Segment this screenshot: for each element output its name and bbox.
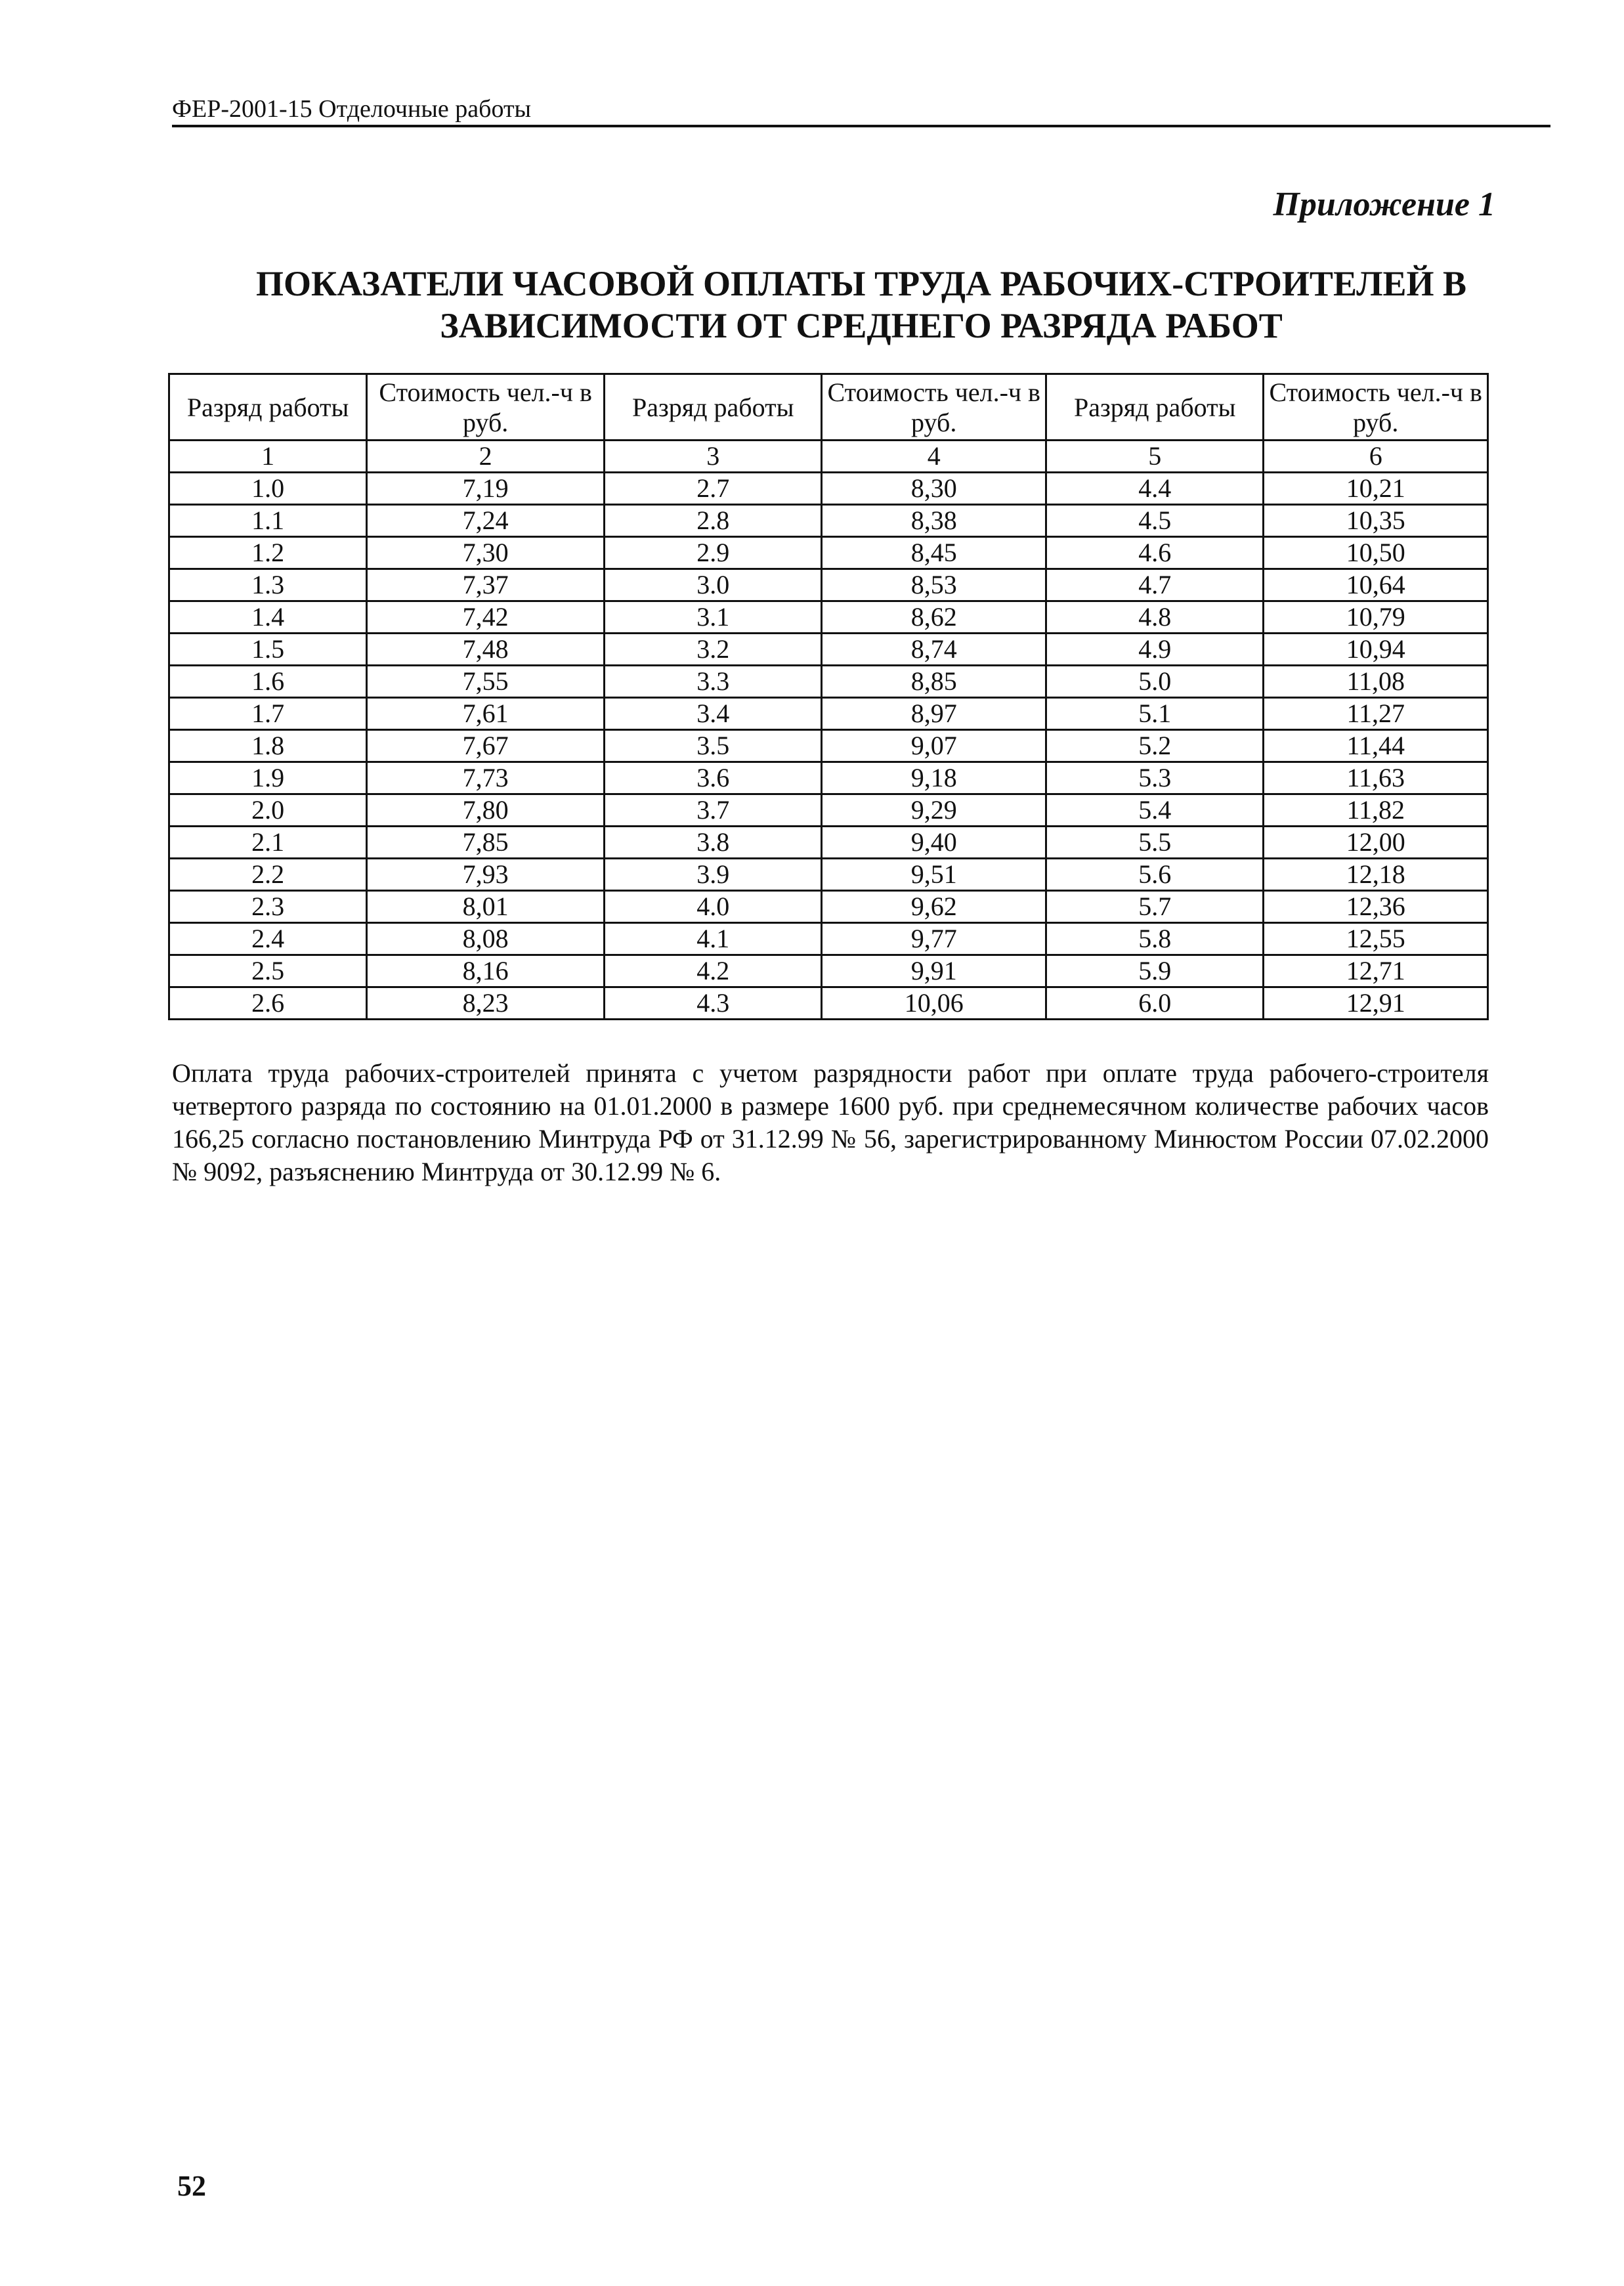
cost-cell: 12,36 xyxy=(1264,891,1488,923)
cost-cell: 7,73 xyxy=(367,762,605,794)
cost-cell: 7,93 xyxy=(367,859,605,891)
table-row xyxy=(169,601,1488,634)
cost-cell: 8,08 xyxy=(367,923,605,955)
grade-cell: 3.2 xyxy=(604,634,821,666)
page-number: 52 xyxy=(177,2170,206,2202)
title-line-1: ПОКАЗАТЕЛИ ЧАСОВОЙ ОПЛАТЫ ТРУДА РАБОЧИХ-СТРОИТЕЛЕЙ В xyxy=(255,264,1467,303)
table-row xyxy=(169,698,1488,730)
column-number-row xyxy=(169,441,1488,473)
grade-cell: 4.0 xyxy=(604,891,821,923)
cost-cell: 7,61 xyxy=(367,698,605,730)
grade-cell: 2.9 xyxy=(604,537,821,569)
grade-cell: 3.0 xyxy=(604,569,821,601)
grade-cell: 2.4 xyxy=(169,923,367,955)
cost-cell: 9,51 xyxy=(822,859,1046,891)
grade-cell: 2.2 xyxy=(169,859,367,891)
grade-cell: 4.4 xyxy=(1046,473,1263,505)
grade-cell: 4.7 xyxy=(1046,569,1263,601)
column-number: 3 xyxy=(604,441,821,473)
cost-cell: 8,74 xyxy=(822,634,1046,666)
grade-cell: 2.0 xyxy=(169,794,367,827)
table-row xyxy=(169,569,1488,601)
table-row xyxy=(169,505,1488,537)
grade-cell: 5.0 xyxy=(1046,666,1263,698)
appendix-label: Приложение 1 xyxy=(1273,186,1495,223)
grade-cell: 3.4 xyxy=(604,698,821,730)
grade-cell: 6.0 xyxy=(1046,987,1263,1020)
grade-cell: 5.8 xyxy=(1046,923,1263,955)
cost-cell: 10,94 xyxy=(1264,634,1488,666)
grade-cell: 1.4 xyxy=(169,601,367,634)
grade-cell: 1.9 xyxy=(169,762,367,794)
cost-cell: 8,38 xyxy=(822,505,1046,537)
table-header xyxy=(169,374,1488,473)
cost-cell: 7,24 xyxy=(367,505,605,537)
grade-cell: 2.3 xyxy=(169,891,367,923)
cost-cell: 8,62 xyxy=(822,601,1046,634)
column-number: 1 xyxy=(169,441,367,473)
grade-cell: 4.9 xyxy=(1046,634,1263,666)
grade-cell: 4.8 xyxy=(1046,601,1263,634)
grade-cell: 4.3 xyxy=(604,987,821,1020)
cost-cell: 11,63 xyxy=(1264,762,1488,794)
grade-cell: 5.7 xyxy=(1046,891,1263,923)
grade-cell: 3.8 xyxy=(604,827,821,859)
cost-cell: 7,55 xyxy=(367,666,605,698)
table-row xyxy=(169,634,1488,666)
cost-cell: 9,18 xyxy=(822,762,1046,794)
grade-cell: 1.8 xyxy=(169,730,367,762)
cost-cell: 11,27 xyxy=(1264,698,1488,730)
grade-cell: 2.5 xyxy=(169,955,367,987)
cost-cell: 8,30 xyxy=(822,473,1046,505)
grade-cell: 1.2 xyxy=(169,537,367,569)
cost-cell: 7,30 xyxy=(367,537,605,569)
cost-cell: 7,67 xyxy=(367,730,605,762)
column-header: Разряд работы xyxy=(1046,374,1263,441)
grade-cell: 4.2 xyxy=(604,955,821,987)
grade-cell: 1.0 xyxy=(169,473,367,505)
running-header xyxy=(172,93,1550,127)
cost-cell: 12,71 xyxy=(1264,955,1488,987)
cost-cell: 10,79 xyxy=(1264,601,1488,634)
table-row xyxy=(169,955,1488,987)
cost-cell: 12,18 xyxy=(1264,859,1488,891)
column-header: Разряд работы xyxy=(604,374,821,441)
cost-cell: 12,91 xyxy=(1264,987,1488,1020)
cost-cell: 7,37 xyxy=(367,569,605,601)
cost-cell: 8,45 xyxy=(822,537,1046,569)
table-row xyxy=(169,987,1488,1020)
cost-cell: 10,64 xyxy=(1264,569,1488,601)
grade-cell: 1.1 xyxy=(169,505,367,537)
column-number: 5 xyxy=(1046,441,1263,473)
table-row xyxy=(169,762,1488,794)
table-row xyxy=(169,537,1488,569)
header-row xyxy=(169,374,1488,441)
cost-cell: 8,16 xyxy=(367,955,605,987)
cost-cell: 7,19 xyxy=(367,473,605,505)
table-row xyxy=(169,794,1488,827)
grade-cell: 3.6 xyxy=(604,762,821,794)
cost-cell: 8,97 xyxy=(822,698,1046,730)
table-row xyxy=(169,730,1488,762)
cost-cell: 10,50 xyxy=(1264,537,1488,569)
grade-cell: 2.6 xyxy=(169,987,367,1020)
grade-cell: 1.5 xyxy=(169,634,367,666)
grade-cell: 3.1 xyxy=(604,601,821,634)
table-row xyxy=(169,859,1488,891)
cost-cell: 10,35 xyxy=(1264,505,1488,537)
cost-cell: 8,53 xyxy=(822,569,1046,601)
cost-cell: 9,29 xyxy=(822,794,1046,827)
grade-cell: 4.5 xyxy=(1046,505,1263,537)
grade-cell: 2.1 xyxy=(169,827,367,859)
cost-cell: 9,40 xyxy=(822,827,1046,859)
cost-cell: 11,82 xyxy=(1264,794,1488,827)
cost-cell: 12,00 xyxy=(1264,827,1488,859)
running-title: ФЕР-2001-15 Отделочные работы xyxy=(172,95,532,123)
grade-cell: 5.3 xyxy=(1046,762,1263,794)
cost-cell: 8,85 xyxy=(822,666,1046,698)
column-number: 4 xyxy=(822,441,1046,473)
cost-cell: 8,01 xyxy=(367,891,605,923)
cost-cell: 9,77 xyxy=(822,923,1046,955)
document-title xyxy=(172,263,1550,347)
grade-cell: 4.1 xyxy=(604,923,821,955)
column-header: Стоимость чел.-ч в руб. xyxy=(367,374,605,441)
grade-cell: 1.3 xyxy=(169,569,367,601)
grade-cell: 5.6 xyxy=(1046,859,1263,891)
grade-cell: 3.5 xyxy=(604,730,821,762)
grade-cell: 1.6 xyxy=(169,666,367,698)
grade-cell: 2.8 xyxy=(604,505,821,537)
table-row xyxy=(169,666,1488,698)
column-number: 6 xyxy=(1264,441,1488,473)
cost-cell: 10,06 xyxy=(822,987,1046,1020)
grade-cell: 1.7 xyxy=(169,698,367,730)
table-row xyxy=(169,923,1488,955)
grade-cell: 5.1 xyxy=(1046,698,1263,730)
grade-cell: 3.7 xyxy=(604,794,821,827)
table-row xyxy=(169,473,1488,505)
column-header: Стоимость чел.-ч в руб. xyxy=(822,374,1046,441)
grade-cell: 2.7 xyxy=(604,473,821,505)
wage-rates-table xyxy=(168,373,1489,1020)
grade-cell: 3.9 xyxy=(604,859,821,891)
cost-cell: 8,23 xyxy=(367,987,605,1020)
footnote-paragraph: Оплата труда рабочих-строителей принята с учетом разрядности работ при оплате труда рабочего-строителя четвертого разряда по состоянию на 01.01.2000 в размере 1600 руб. при среднемесячном количестве рабочих часов 166,25 согласно постановлению Минтруда РФ от 31.12.99 № 56, зарегистрированному Минюстом России 07.02.2000 № 9092, разъяснению Минтруда от 30.12.99 № 6. xyxy=(172,1058,1489,1186)
grade-cell: 5.4 xyxy=(1046,794,1263,827)
column-header: Разряд работы xyxy=(169,374,367,441)
cost-cell: 7,48 xyxy=(367,634,605,666)
cost-cell: 9,62 xyxy=(822,891,1046,923)
grade-cell: 5.9 xyxy=(1046,955,1263,987)
title-line-2: ЗАВИСИМОСТИ ОТ СРЕДНЕГО РАЗРЯДА РАБОТ xyxy=(440,306,1283,345)
grade-cell: 3.3 xyxy=(604,666,821,698)
grade-cell: 4.6 xyxy=(1046,537,1263,569)
cost-cell: 7,42 xyxy=(367,601,605,634)
cost-cell: 11,44 xyxy=(1264,730,1488,762)
cost-cell: 11,08 xyxy=(1264,666,1488,698)
cost-cell: 7,85 xyxy=(367,827,605,859)
cost-cell: 12,55 xyxy=(1264,923,1488,955)
cost-cell: 7,80 xyxy=(367,794,605,827)
column-header: Стоимость чел.-ч в руб. xyxy=(1264,374,1488,441)
column-number: 2 xyxy=(367,441,605,473)
cost-cell: 10,21 xyxy=(1264,473,1488,505)
table-body xyxy=(169,473,1488,1020)
table-row xyxy=(169,827,1488,859)
table-row xyxy=(169,891,1488,923)
cost-cell: 9,91 xyxy=(822,955,1046,987)
cost-cell: 9,07 xyxy=(822,730,1046,762)
grade-cell: 5.2 xyxy=(1046,730,1263,762)
grade-cell: 5.5 xyxy=(1046,827,1263,859)
